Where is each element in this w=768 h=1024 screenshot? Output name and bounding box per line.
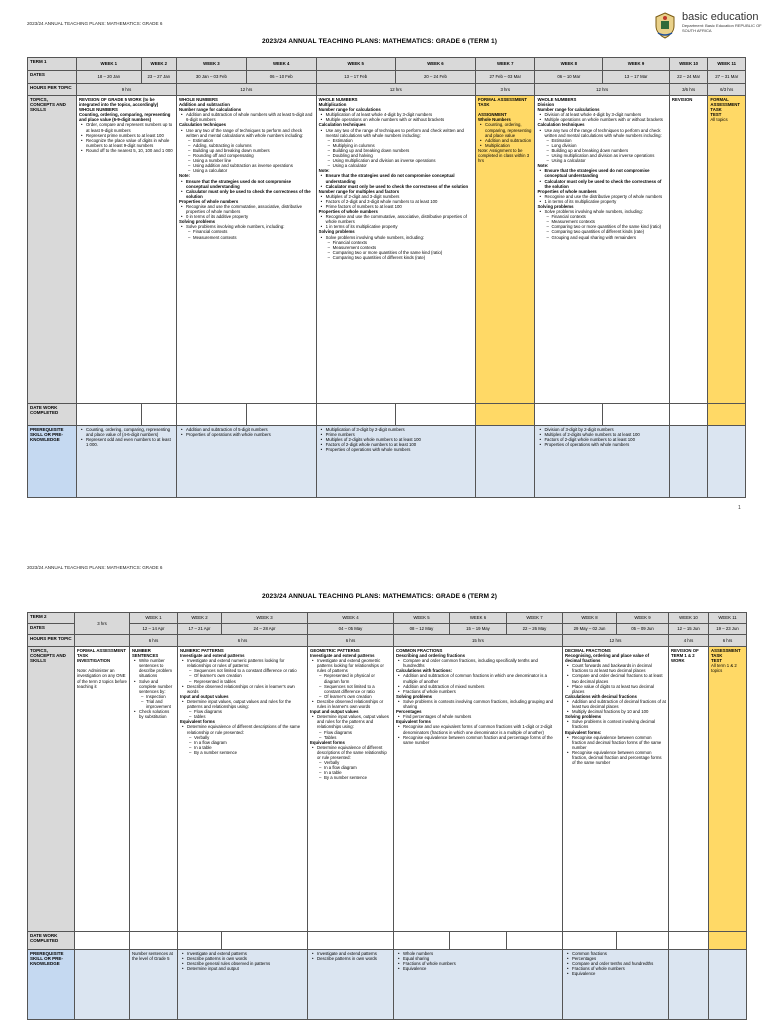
prereq-multiplication: • Multiplication of 3-digit by 2-digit numbers • Prime numbers • Multiples of 2-digits whole numbers to at least 100 • Factors of 2-digit whole numbers to at least 100 • Properties of operations with whole numbers bbox=[316, 426, 475, 498]
page-term-2 bbox=[0, 530, 768, 1024]
date-6: 20 – 24 Feb bbox=[395, 71, 475, 84]
week-7: WEEK 7 bbox=[507, 613, 563, 624]
prereq-number-sentences: Number sentences at the level of Grade 5 bbox=[130, 950, 178, 1020]
revision-term-content: REVISION OF TERM 1 & 2 WORK bbox=[669, 647, 709, 932]
hours-week-7: 3 hrs bbox=[476, 84, 535, 96]
week-3: WEEK 3 bbox=[222, 613, 308, 624]
assignment-content: FORMAL ASSESSMENT TASK ASSIGNMENT Whole Numbers • Counting, ordering, comparing, representing and place value • Addition and subtraction • Multiplication Note: Assignment to be completed in class within 3 hrs bbox=[476, 96, 535, 404]
hours-weeks-1-2: 9 hrs bbox=[76, 84, 176, 96]
date-10: 12 – 15 Jun bbox=[669, 624, 709, 635]
date-1: 18 – 20 Jan bbox=[76, 71, 141, 84]
week-4: WEEK 4 bbox=[308, 613, 394, 624]
week-10: WEEK 10 bbox=[669, 613, 709, 624]
week-11: WEEK 11 bbox=[708, 58, 746, 71]
week-7: WEEK 7 bbox=[476, 58, 535, 71]
term-2-label: TERM 2 bbox=[28, 613, 75, 624]
prereq-geometric-patterns: • Investigate and extend patterns • Describe patterns in own words bbox=[308, 950, 394, 1020]
prereq-2-label: PREREQUISITE SKILL OR PRE-KNOWLEDGE bbox=[28, 950, 75, 1020]
hours-week-10: 4 hrs bbox=[669, 635, 709, 647]
term-2-table bbox=[27, 612, 747, 1020]
date-3: 24 – 28 Apr bbox=[222, 624, 308, 635]
hours-label: HOURS PER TOPIC bbox=[28, 84, 77, 96]
hours-2-label: HOURS PER TOPIC bbox=[28, 635, 75, 647]
term-label: TERM 1 bbox=[28, 58, 77, 71]
running-header: 2023/24 ANNUAL TEACHING PLANS: MATHEMATICS: GRADE 6 bbox=[27, 21, 163, 26]
prereq-decimal-fractions: • Common fractions • Percentages • Compare and order tenths and hundredths • Fractions of whole numbers • Equivalence bbox=[563, 950, 669, 1020]
week-3: WEEK 3 bbox=[177, 58, 247, 71]
revision-week-content: REVISION bbox=[669, 96, 708, 404]
assessment-test-content: ASSESSMENT TASK TEST All term 1 & 2 topics bbox=[709, 647, 747, 932]
date-11: 27 – 31 Mar bbox=[708, 71, 746, 84]
week-5: WEEK 5 bbox=[316, 58, 395, 71]
week-10: WEEK 10 bbox=[669, 58, 708, 71]
date-3: 30 Jan – 03 Feb bbox=[177, 71, 247, 84]
week-row-2 bbox=[28, 613, 747, 624]
week-6: WEEK 6 bbox=[395, 58, 475, 71]
dbe-logo bbox=[652, 11, 762, 41]
hours-row bbox=[28, 84, 746, 96]
date-9: 05 – 09 Jun bbox=[617, 624, 669, 635]
date-9: 13 – 17 Mar bbox=[603, 71, 670, 84]
date-6: 15 – 19 May bbox=[450, 624, 507, 635]
prereq-revision: • Counting, ordering, comparing, representing and place value of (4-6-digit numbers) • Represent odd and even numbers to at least 1 000. bbox=[76, 426, 176, 498]
coat-of-arms-icon bbox=[652, 11, 678, 39]
date-completed-label: DATE WORK COMPLETED bbox=[28, 404, 77, 426]
date-5: 13 – 17 Feb bbox=[316, 71, 395, 84]
date-completed-row bbox=[28, 404, 746, 426]
date-1: 12 – 14 Apr bbox=[130, 624, 178, 635]
topics-2-label: TOPICS, CONCEPTS AND SKILLS bbox=[28, 647, 75, 932]
number-sentences-content: NUMBER SENTENCES • Write number sentences to describe problem situations • Solve and complete number sentences by: – Inspection – Trial and improvement • Check solutions by substitution bbox=[130, 647, 178, 932]
hours-week-11: 6/3 hrs bbox=[708, 84, 746, 96]
prereq-division: • Division of 3-digit by 2-digit numbers • Multiples of 2-digits whole numbers to at least 100 • Factors of 2-digit whole numbers to at least 100 • Properties of operations with whole numbers bbox=[535, 426, 669, 498]
week-9: WEEK 9 bbox=[617, 613, 669, 624]
week-2: WEEK 2 bbox=[178, 613, 222, 624]
date-11: 19 – 23 Jun bbox=[709, 624, 747, 635]
week-5: WEEK 5 bbox=[394, 613, 450, 624]
common-fractions-content: COMMON FRACTIONS Describing and ordering fractions • Compare and order common fractions, including specifically tenths and hundredths Calculations with fractions: • Addition and subtraction of common fractions in which one denominator is a multiple of another • Addition and subtraction of mixed numbers • Fractions of whole numbers Solving problems • Solve problems in contexts involving common fractions, including grouping and sharing Percentages • Find percentages of whole numbers Equivalent forms • Recognise and use equivalent forms of common fractions with 1-digit or 2-digit denominators (fractions in which one denominator is a multiple of another) • Recognise equivalence between common fraction and percentage forms of the same number bbox=[394, 647, 563, 932]
prereq-row-2 bbox=[28, 950, 747, 1020]
date-2: 23 – 27 Jan bbox=[141, 71, 176, 84]
week-8: WEEK 8 bbox=[535, 58, 603, 71]
hours-week-1: 6 hrs bbox=[130, 635, 178, 647]
page-title: 2023/24 ANNUAL TEACHING PLANS: MATHEMATICS: GRADE 6 (TERM 1) bbox=[262, 38, 498, 45]
date-8: 06 – 10 Mar bbox=[535, 71, 603, 84]
date-completed-2-label: DATE WORK COMPLETED bbox=[28, 932, 75, 950]
running-header-2: 2023/24 ANNUAL TEACHING PLANS: MATHEMATICS: GRADE 6 bbox=[27, 565, 163, 570]
week-11: WEEK 11 bbox=[709, 613, 747, 624]
week-8: WEEK 8 bbox=[563, 613, 617, 624]
investigation-content: FORMAL ASSESSMENT TASK INVESTIGATION Note: Administer an investigation on any ONE of the term 2 topics before teaching it bbox=[75, 647, 130, 932]
hours-weeks-5-6: 12 hrs bbox=[316, 84, 475, 96]
hours-weeks-8-9: 12 hrs bbox=[535, 84, 669, 96]
hours-week-11: 6 hrs bbox=[709, 635, 747, 647]
hours-week-10: 3/6 hrs bbox=[669, 84, 708, 96]
prereq-common-fractions: • Whole numbers • Equal sharing • Fractions of whole numbers • Equivalence bbox=[394, 950, 563, 1020]
prereq-addition: • Addition and subtraction of 5-digit numbers • Properties of operations with whole numbers bbox=[177, 426, 317, 498]
dates-label: DATES bbox=[28, 71, 77, 84]
week-2: WEEK 2 bbox=[141, 58, 176, 71]
week-9: WEEK 9 bbox=[603, 58, 670, 71]
numeric-patterns-content: NUMERIC PATTERNS Investigate and extend patterns • Investigate and extend numeric patterns looking for relationships or rules of patterns: – Sequences not limited to a constant difference or ratio – Of learner's own creation – Represented in tables • Describe observed relationships or rules in learner's own words Input and output values • Determine input values, output values and rules for the patterns and relationships using: – Flow diagrams – tables Equivalent forms • Determine equivalence of different descriptions of the same relationship or rule presented: – Verbally – In a flow diagram – In a table – By a number sentence bbox=[178, 647, 308, 932]
hours-week-4: 6 hrs bbox=[308, 635, 394, 647]
week-4: WEEK 4 bbox=[246, 58, 316, 71]
term-1-table bbox=[27, 57, 746, 498]
logo-brand: basic education bbox=[682, 11, 759, 23]
prereq-label: PREREQUISITE SKILL OR PRE-KNOWLEDGE bbox=[28, 426, 77, 498]
topics-label: TOPICS, CONCEPTS AND SKILLS bbox=[28, 96, 77, 404]
division-content: WHOLE NUMBERS Division Number range for calculations • Division of at least whole 4-digit by 3-digit numbers • Multiple operations on whole numbers with or without brackets Calculation techniques • Use any two of the range of techniques to perform and check written and mental calculations with whole numbers including: – Estimation – Long division – Building up and breaking down numbers – Using multiplication and division as inverse operations – Using a calculator Note: • Ensure that the strategies used do not compromise conceptual understanding • Calculator must only be used to check the correctness of the solution Properties of whole numbers • Recognise and use the distributive property of whole numbers • 1 in terms of its multiplicative property Solving problems • Solve problems involving whole numbers, including: – Financial contexts – Measurement contexts – Comparing two or more quantities of the same kind (ratio) – Comparing two quantities of different kinds (rate) – Grouping and equal sharing with remainders bbox=[535, 96, 669, 404]
multiplication-content: WHOLE NUMBERS Multiplication Number range for calculations • Multiplication of at least whole 4-digit by 3-digit numbers • Multiple operations on whole numbers with or without brackets Calculation techniques • Use any two of the range of techniques to perform and check written and mental calculations with whole numbers including: – Estimation – Multiplying in columns – Building up and breaking down numbers – Doubling and halving – Using multiplication and division as inverse operations – Using a calculator Note: • Ensure that the strategies used do not compromise conceptual understanding • Calculator must only be used to check the correctness of the solution Number range for multiples and factors • Multiples of 2-digit and 3-digit numbers • Factors of 2-digit and 3-digit whole numbers to at least 100 • Prime factors of numbers to at least 100 Properties of whole numbers • Recognise and use the commutative, associative, distributive properties of whole numbers • 1 in terms of its multiplicative property Solving problems • Solve problems involving whole numbers, including: – Financial contexts – Measurement contexts – Comparing two or more quantities of the same kind (ratio) – Comparing two quantities of different kinds (rate) bbox=[316, 96, 475, 404]
date-4: 06 – 10 Feb bbox=[246, 71, 316, 84]
date-10: 22 – 24 Mar bbox=[669, 71, 708, 84]
page-title-2: 2023/24 ANNUAL TEACHING PLANS: MATHEMATICS: GRADE 6 (TERM 2) bbox=[262, 593, 498, 600]
logo-subtitle: Department: Basic Education REPUBLIC OF SOUTH AFRICA bbox=[682, 23, 762, 33]
hours-weeks-8-9: 12 hrs bbox=[563, 635, 669, 647]
hours-row-2 bbox=[28, 635, 747, 647]
date-5: 08 – 12 May bbox=[394, 624, 450, 635]
test-content: FORMAL ASSESSMENT TASK TEST All topics bbox=[708, 96, 746, 404]
topics-row-2 bbox=[28, 647, 747, 932]
page-number: 1 bbox=[738, 505, 741, 511]
decimal-fractions-content: DECIMAL FRACTIONS Recognising, ordering and place value of decimal fractions • Count forwards and backwards in decimal fractions to at least two decimal places • Compare and order decimal fractions to at least two decimal places • Place value of digits to at least two decimal places Calculations with decimal fractions • Addition and subtraction of decimal fractions of at least two decimal places • Multiply decimal fractions by 10 and 100 Solving problems • Solve problems in context involving decimal fractions Equivalent forms: • Recognise equivalence between common fraction and decimal fraction forms of the same number • Recognise equivalence between common fraction, decimal fraction and percentage forms of the same number bbox=[563, 647, 669, 932]
week-1: WEEK 1 bbox=[130, 613, 178, 624]
dates-2-label: DATES bbox=[28, 624, 75, 635]
prereq-row bbox=[28, 426, 746, 498]
dates-row bbox=[28, 71, 746, 84]
date-7: 27 Feb – 03 Mar bbox=[476, 71, 535, 84]
week-6: WEEK 6 bbox=[450, 613, 507, 624]
prereq-numeric-patterns: • Investigate and extend patterns • Describe patterns in own words • Describe general rules observed in patterns • Determine input and output bbox=[178, 950, 308, 1020]
dates-row-2 bbox=[28, 624, 747, 635]
topics-row bbox=[28, 96, 746, 404]
date-2: 17 – 21 Apr bbox=[178, 624, 222, 635]
date-completed-row-2 bbox=[28, 932, 747, 950]
date-8: 29 May – 02 Jun bbox=[563, 624, 617, 635]
revision-content: REVISION OF GRADE 5 WORK (to be integrated into the topics, accordingly) WHOLE NUMBERS Counting, ordering, comparing, representing and place value (6-9-digit numbers) • Order, compare and represent numbers up to at least 9-digit numbers • Represent prime numbers to at least 100 • Recognize the place value of digits in whole numbers to at least 9-digit numbers • Round off to the nearest 5, 10, 100 and 1 000 bbox=[76, 96, 176, 404]
addition-subtraction-content: WHOLE NUMBERS Addition and subtraction Number range for calculations • Addition and subtraction of whole numbers with at least 5-digit and 6-digit numbers Calculation techniques • Use any two of the range of techniques to perform and check written and mental calculations with whole numbers including: – Estimation – Adding, subtracting in columns – Building up and breaking down numbers – Rounding off and compensating – Using a number line – Using addition and subtraction as inverse operations – Using a calculator Note: • Ensure that the strategies used do not compromise conceptual understanding • Calculator must only be used to check the correctness of the solution Properties of whole numbers • Recognise and use the commutative, associative, distributive properties of whole numbers • 0 in terms of its additive property Solving problems • Solve problems involving whole numbers, including: – Financial contexts – Measurement contexts bbox=[177, 96, 317, 404]
week-1: WEEK 1 bbox=[76, 58, 141, 71]
week-row bbox=[28, 58, 746, 71]
geometric-patterns-content: GEOMETRIC PATTERNS Investigate and extend patterns • Investigate and extend geometric patterns looking for relationships or rules of patterns – Represented in physical or diagram form – Sequences not limited to a constant difference or ratio – Of learner's own creation • Describe observed relationships or rules in learner's own words Input and output values • Determine input values, output values and rules for the patterns and relationships using: – Flow diagrams – Tables Equivalent forms • Determine equivalence of different descriptions of the same relationship or rule presented: – Verbally – In a flow diagram – In a table – By a number sentence bbox=[308, 647, 394, 932]
date-4: 04 – 05 May bbox=[308, 624, 394, 635]
first-hours: 3 hrs bbox=[75, 613, 130, 635]
hours-weeks-5-7: 15 hrs bbox=[394, 635, 563, 647]
hours-weeks-2-3: 6 hrs bbox=[178, 635, 308, 647]
hours-weeks-3-4: 12 hrs bbox=[177, 84, 317, 96]
date-7: 22 – 26 May bbox=[507, 624, 563, 635]
